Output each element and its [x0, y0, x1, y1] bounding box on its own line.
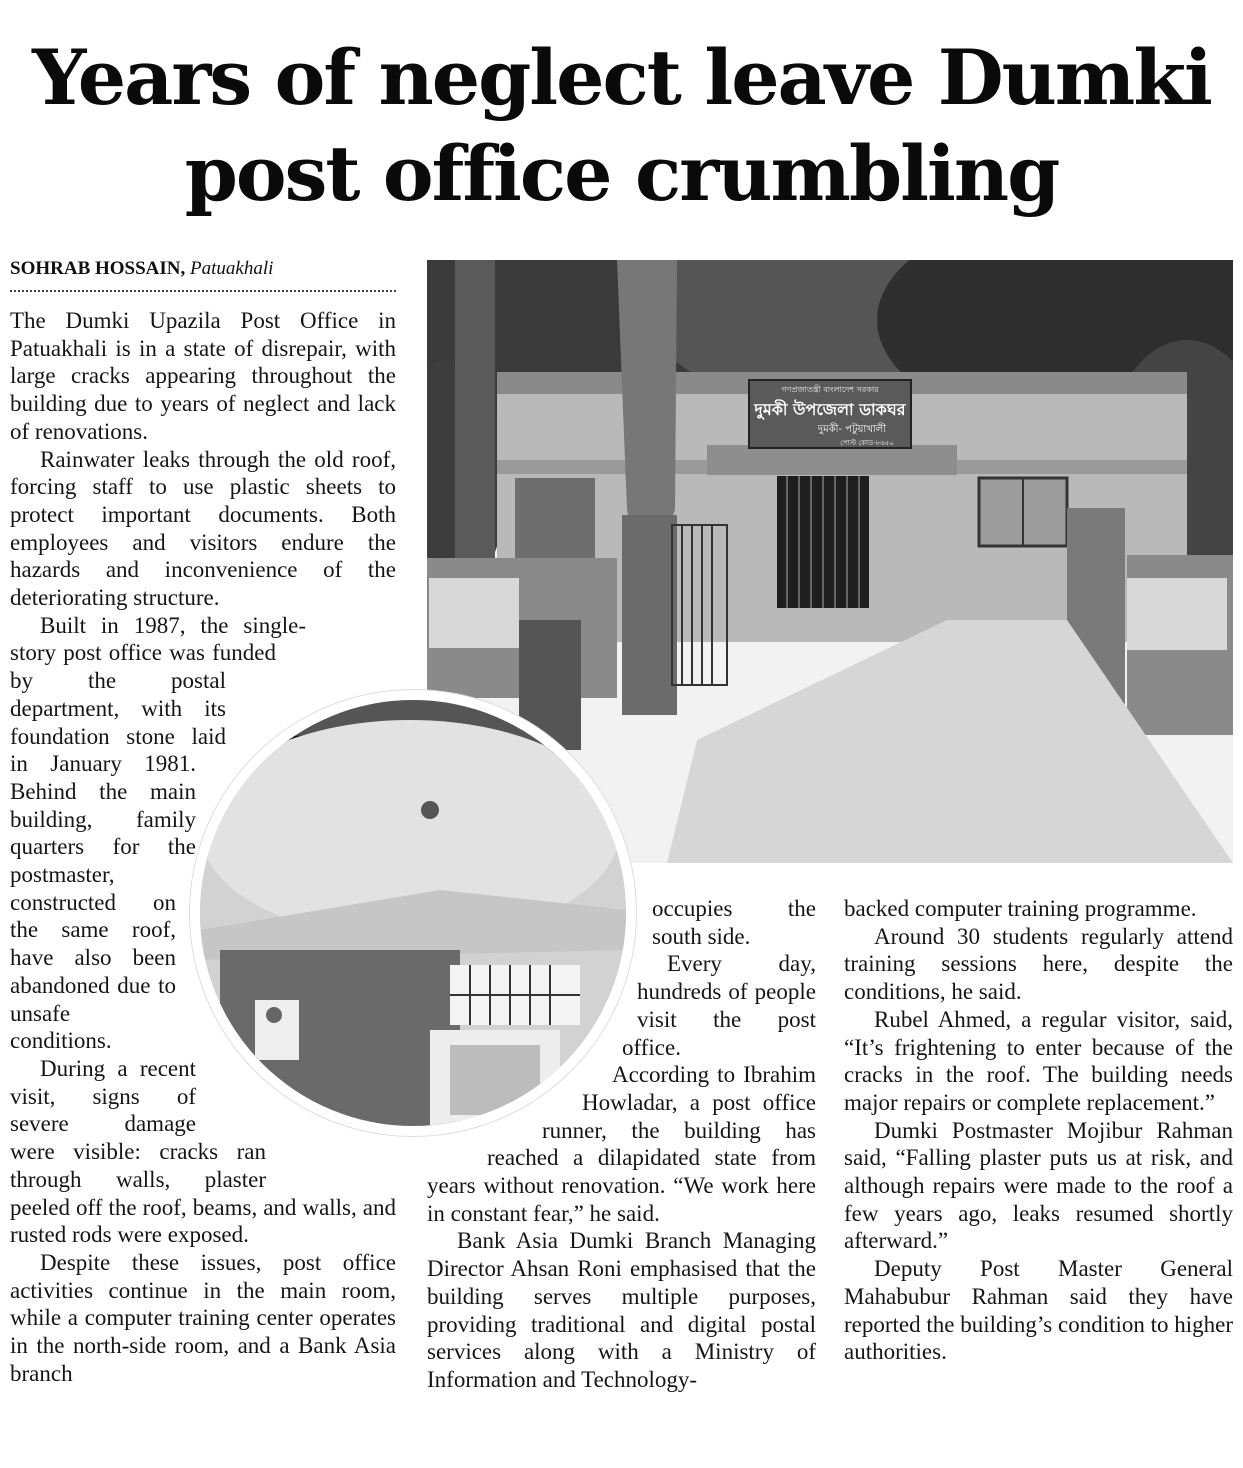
wrap-spacer: [196, 1032, 396, 1116]
wrap-spacer: [276, 640, 396, 668]
wrap-spacer: [196, 752, 396, 864]
wrap-spacer: [266, 1116, 396, 1172]
wrap-spacer: [427, 1118, 487, 1146]
wrap-spacer: [427, 1006, 622, 1034]
paragraph: Rainwater leaks through the old roof, forcing staff to use plastic sheets to protect important documents. Both employees and visitors endure the hazards and inconvenience of the deteriorating structure.: [10, 446, 396, 611]
paragraph: Bank Asia Dumki Branch Managing Director Ahsan Roni emphasised that the building serves multiple purposes, providing traditional and digital postal services along with a Ministry of Information and Technology-: [427, 1228, 816, 1392]
paragraph: Deputy Post Master General Mahabubur Rahman said they have reported the building’s condition to higher authorities.: [844, 1256, 1234, 1365]
paragraph: Dumki Postmaster Mojibur Rahman said, “Falling plaster puts us at risk, and although repairs were made to the roof a few years ago, leaks resumed shortly afterward.”: [844, 1117, 1233, 1254]
wrap-spacer: [427, 1034, 582, 1090]
paragraph: Every day, hundreds of people visit the post office.: [622, 951, 816, 1060]
sign-line2: দুমকী- পটুয়াখালী: [817, 424, 887, 435]
sign-bottom: পোস্ট কোড-৮৬৫০: [840, 439, 894, 447]
paragraph: occupies the south side.: [652, 896, 816, 949]
wrap-spacer: [427, 1090, 542, 1118]
article-column-1: [10, 307, 396, 1387]
paragraph: Around 30 students regularly attend training sessions here, despite the conditions, he said.: [844, 923, 1233, 1005]
wrap-spacer: [427, 950, 637, 1006]
byline: [10, 258, 396, 292]
paragraph: backed computer training programme.: [844, 896, 1197, 921]
wrap-spacer: [226, 668, 396, 752]
article-column-3: [844, 895, 1233, 1366]
paragraph: Despite these issues, post office activities continue in the main room, while a computer training center operates in the north-side room, and a Bank Asia branch: [10, 1249, 396, 1386]
article-column-2: [427, 895, 816, 1394]
paragraph: During a recent visit, signs of severe damage were visible: cracks ran through walls, plaster peeled off the roof, beams, and walls, and rusted rods were exposed.: [10, 1055, 396, 1248]
paragraph: Built in 1987, the single-story post office was funded by the postal department, with its foundation stone laid in January 1981. Behind the main building, family quarters for the postmaster, constructed on the same roof, have also been abandoned due to unsafe conditions.: [10, 612, 306, 1054]
wrap-spacer: [306, 612, 396, 640]
paragraph: According to Ibrahim Howladar, a post office runner, the building has reached a dilapidated state from years without renovation. “We work here in constant fear,” he said.: [427, 1062, 816, 1226]
paragraph: The Dumki Upazila Post Office in Patuakhali is in a state of disrepair, with large cracks appearing throughout the building due to years of neglect and lack of renovations.: [10, 308, 396, 444]
paragraph: Rubel Ahmed, a regular visitor, said, “It’s frightening to enter because of the cracks in the roof. The building needs major repairs or complete replacement.”: [844, 1006, 1233, 1115]
sign-top: গণপ্রজাতন্ত্রী বাংলাদেশ সরকার: [781, 385, 879, 394]
wrap-spacer: [427, 895, 652, 950]
byline-author: SOHRAB HOSSAIN,: [10, 258, 186, 279]
sign-line1: দুমকী উপজেলা ডাকঘর: [754, 400, 906, 419]
wrap-spacer: [176, 864, 396, 1032]
byline-place: Patuakhali: [190, 258, 274, 279]
headline: Years of neglect leave Dumki post office crumbling: [32, 33, 1211, 218]
